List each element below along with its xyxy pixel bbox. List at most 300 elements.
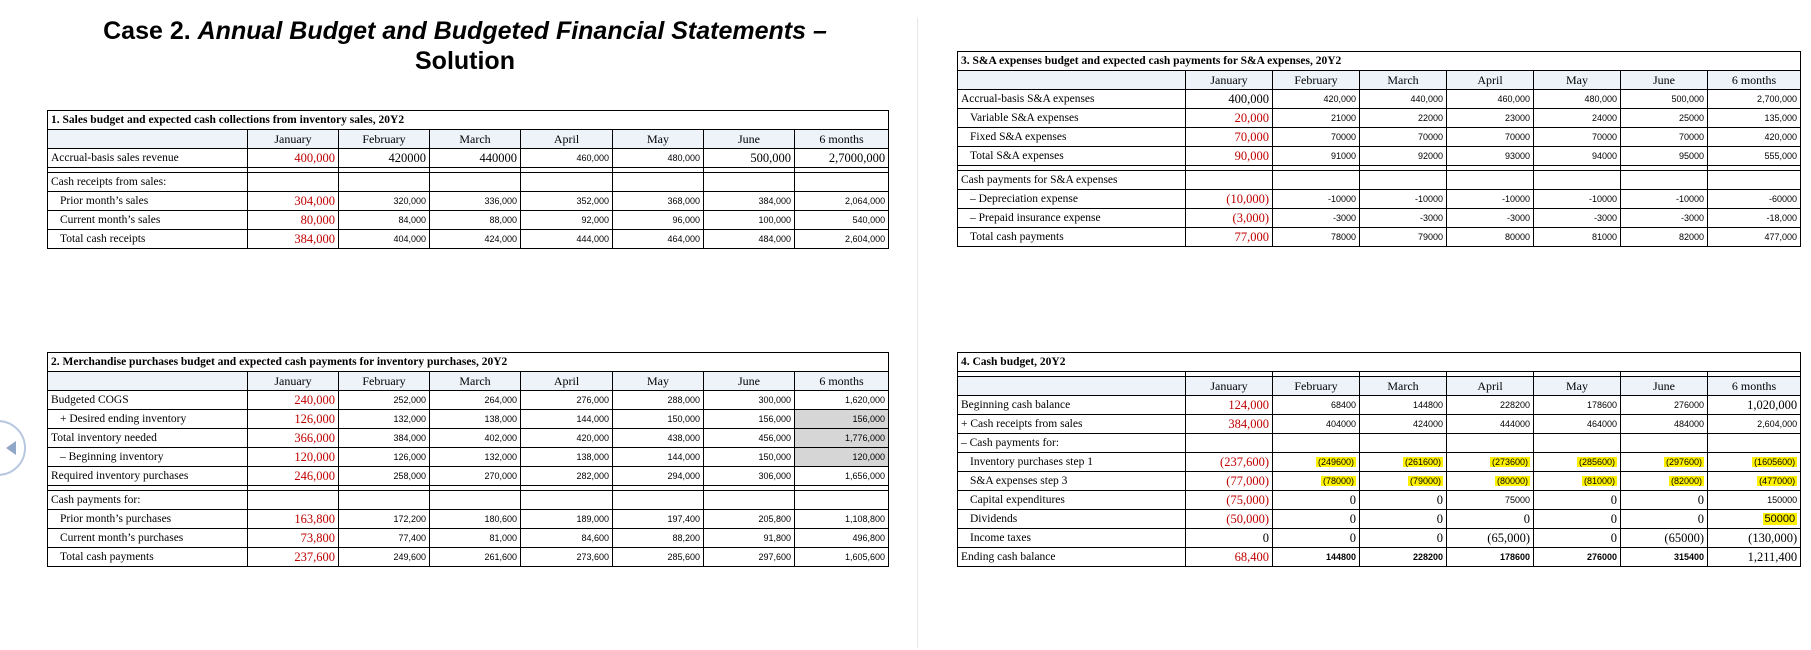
cell: 0: [1621, 491, 1708, 510]
table-row: [48, 510, 889, 529]
table-row: [48, 448, 889, 467]
col-header-april: April: [521, 130, 613, 149]
col-header-february: February: [339, 130, 430, 149]
cell: 135,000: [1708, 109, 1801, 128]
col-header-march: March: [1360, 71, 1447, 90]
cell: [1273, 472, 1360, 491]
row-label: Total inventory needed: [48, 429, 248, 448]
cell: [1621, 453, 1708, 472]
cell: 197,400: [613, 510, 704, 529]
cell: 0: [1273, 491, 1360, 510]
table-row: [48, 149, 889, 168]
vertical-divider: [917, 18, 918, 648]
cell: 178600: [1447, 548, 1534, 567]
col-header-march: March: [430, 130, 521, 149]
cell: (130,000): [1708, 529, 1801, 548]
cell: 156,000: [795, 410, 889, 429]
cell: 384,000: [339, 429, 430, 448]
col-header-6-months: 6 months: [795, 130, 889, 149]
col-header-april: April: [1447, 377, 1534, 396]
cell: 21000: [1273, 109, 1360, 128]
cell: 420,000: [1708, 128, 1801, 147]
cell-jan: (3,000): [1186, 209, 1273, 228]
cell: 500,000: [704, 149, 795, 168]
cell-jan: 400,000: [1186, 90, 1273, 109]
cell: 480,000: [1534, 90, 1621, 109]
cell: [1447, 453, 1534, 472]
col-header-6-months: 6 months: [1708, 71, 1801, 90]
highlighted-value: (297600): [1665, 457, 1702, 467]
col-header-may: May: [1534, 377, 1621, 396]
cell: 70000: [1447, 128, 1534, 147]
cell-jan: 73,800: [248, 529, 339, 548]
cell-jan: 366,000: [248, 429, 339, 448]
row-label: – Prepaid insurance expense: [958, 209, 1186, 228]
highlighted-value: (261600): [1404, 457, 1441, 467]
cell: [1621, 171, 1708, 190]
cell: 420000: [339, 149, 430, 168]
cell: 75000: [1447, 491, 1534, 510]
cell: 1,108,800: [795, 510, 889, 529]
cell: 84,000: [339, 211, 430, 230]
table-title: 3. S&A expenses budget and expected cash payments for S&A expenses, 20Y2: [958, 52, 1801, 71]
cell: 25000: [1621, 109, 1708, 128]
cell: 88,000: [430, 211, 521, 230]
previous-slide-button[interactable]: [0, 420, 26, 476]
title-line2: Solution: [415, 47, 515, 75]
cell: [1360, 171, 1447, 190]
cell: 92000: [1360, 147, 1447, 166]
highlighted-value: (249600): [1317, 457, 1354, 467]
cell: -10000: [1273, 190, 1360, 209]
header-blank: [48, 130, 248, 149]
table-row: [958, 434, 1801, 453]
cell: 306,000: [704, 467, 795, 486]
row-label: Current month’s purchases: [48, 529, 248, 548]
col-header-march: March: [1360, 377, 1447, 396]
cell-jan: 0: [1186, 529, 1273, 548]
cell: (65000): [1621, 529, 1708, 548]
row-label: Ending cash balance: [958, 548, 1186, 567]
cell: 320,000: [339, 192, 430, 211]
cell-jan: [248, 173, 339, 192]
table-row: [958, 147, 1801, 166]
cell: -10000: [1534, 190, 1621, 209]
cell-jan: 304,000: [248, 192, 339, 211]
cell: 132,000: [339, 410, 430, 429]
cell: 81000: [1534, 228, 1621, 247]
cell: 0: [1534, 491, 1621, 510]
cell: 1,620,000: [795, 391, 889, 410]
table-row: [48, 548, 889, 567]
cell: 464,000: [613, 230, 704, 249]
cell-jan: 126,000: [248, 410, 339, 429]
col-header-6-months: 6 months: [1708, 377, 1801, 396]
cell: [704, 491, 795, 510]
cell: 404,000: [339, 230, 430, 249]
cell: [1708, 434, 1801, 453]
table-row: [48, 491, 889, 510]
cell: 438,000: [613, 429, 704, 448]
cell: [795, 173, 889, 192]
col-header-january: January: [248, 372, 339, 391]
cell-jan: (50,000): [1186, 510, 1273, 529]
row-label: Fixed S&A expenses: [958, 128, 1186, 147]
table-row: [958, 171, 1801, 190]
cell: 150,000: [704, 448, 795, 467]
cell: [1360, 472, 1447, 491]
page-title: [60, 16, 870, 76]
cash-budget-table: [957, 352, 1801, 567]
cell: [430, 173, 521, 192]
row-label: Total cash payments: [48, 548, 248, 567]
row-label: Accrual-basis sales revenue: [48, 149, 248, 168]
cell: 270,000: [430, 467, 521, 486]
cell: [1708, 472, 1801, 491]
cell: [1534, 434, 1621, 453]
cell: 352,000: [521, 192, 613, 211]
cell: 0: [1621, 510, 1708, 529]
col-header-february: February: [1273, 377, 1360, 396]
cell: 2,700,000: [1708, 90, 1801, 109]
cell-jan: (75,000): [1186, 491, 1273, 510]
cell: 282,000: [521, 467, 613, 486]
col-header-march: March: [430, 372, 521, 391]
cell: 95000: [1621, 147, 1708, 166]
cell: [1708, 510, 1801, 529]
cell: 120,000: [795, 448, 889, 467]
cell: 0: [1447, 510, 1534, 529]
table-row: [48, 173, 889, 192]
cell: 178600: [1534, 396, 1621, 415]
cell: 420,000: [1273, 90, 1360, 109]
cell: 500,000: [1621, 90, 1708, 109]
table-row: [958, 228, 1801, 247]
cell: [1708, 453, 1801, 472]
cell: 22000: [1360, 109, 1447, 128]
cell: -10000: [1621, 190, 1708, 209]
cell: 1,605,600: [795, 548, 889, 567]
cell: 23000: [1447, 109, 1534, 128]
cell: 460,000: [521, 149, 613, 168]
cell-jan: 90,000: [1186, 147, 1273, 166]
table-row: [958, 415, 1801, 434]
cell: 294,000: [613, 467, 704, 486]
highlighted-value: (82000): [1670, 476, 1702, 486]
cell: 81,000: [430, 529, 521, 548]
cell: 100,000: [704, 211, 795, 230]
cell: 88,200: [613, 529, 704, 548]
cell: 440000: [430, 149, 521, 168]
row-label: Income taxes: [958, 529, 1186, 548]
col-header-april: April: [521, 372, 613, 391]
cell: -3000: [1273, 209, 1360, 228]
chevron-left-icon: [6, 441, 16, 455]
cell: -3000: [1621, 209, 1708, 228]
highlighted-value: 50000: [1764, 513, 1796, 525]
table-row: [958, 548, 1801, 567]
col-header-january: January: [248, 130, 339, 149]
table-title: 4. Cash budget, 20Y2: [958, 353, 1801, 372]
cell-jan: [248, 491, 339, 510]
row-label: + Cash receipts from sales: [958, 415, 1186, 434]
cell-jan: 80,000: [248, 211, 339, 230]
cell: 424,000: [430, 230, 521, 249]
cell: [1447, 434, 1534, 453]
row-label: Beginning cash balance: [958, 396, 1186, 415]
cell: 24000: [1534, 109, 1621, 128]
cell: 150,000: [613, 410, 704, 429]
cell: 70000: [1273, 128, 1360, 147]
cell: 79000: [1360, 228, 1447, 247]
cell: 1,211,400: [1708, 548, 1801, 567]
cell: 77,400: [339, 529, 430, 548]
cell: [795, 491, 889, 510]
cell: 261,600: [430, 548, 521, 567]
cell: 144,000: [613, 448, 704, 467]
cell: 0: [1360, 510, 1447, 529]
cell: [339, 173, 430, 192]
row-label: – Beginning inventory: [48, 448, 248, 467]
cell: 138,000: [430, 410, 521, 429]
row-label: Dividends: [958, 510, 1186, 529]
table-row: [48, 192, 889, 211]
cell: -60000: [1708, 190, 1801, 209]
cell: 285,600: [613, 548, 704, 567]
cell: 138,000: [521, 448, 613, 467]
cell: 368,000: [613, 192, 704, 211]
col-header-april: April: [1447, 71, 1534, 90]
cell: [1273, 434, 1360, 453]
cell: 276000: [1534, 548, 1621, 567]
cell: -3000: [1447, 209, 1534, 228]
cell-jan: [1186, 171, 1273, 190]
cell: 228200: [1447, 396, 1534, 415]
cell-jan: 68,400: [1186, 548, 1273, 567]
cell: 2,604,000: [1708, 415, 1801, 434]
row-label: Current month’s sales: [48, 211, 248, 230]
cell: 300,000: [704, 391, 795, 410]
cell: 444000: [1447, 415, 1534, 434]
cell: [1360, 453, 1447, 472]
row-label: Total S&A expenses: [958, 147, 1186, 166]
cell: 440,000: [1360, 90, 1447, 109]
cell-jan: (77,000): [1186, 472, 1273, 491]
highlighted-value: (79000): [1409, 476, 1441, 486]
cell: 420,000: [521, 429, 613, 448]
cell: 480,000: [613, 149, 704, 168]
cell: 70000: [1360, 128, 1447, 147]
cell: 0: [1360, 529, 1447, 548]
cell: 555,000: [1708, 147, 1801, 166]
cell: [613, 173, 704, 192]
cell: -18,000: [1708, 209, 1801, 228]
sales-budget-table: [47, 110, 889, 249]
cell: 276000: [1621, 396, 1708, 415]
cell: 80000: [1447, 228, 1534, 247]
cell: 336,000: [430, 192, 521, 211]
cell: 172,200: [339, 510, 430, 529]
row-label: + Desired ending inventory: [48, 410, 248, 429]
cell: 288,000: [613, 391, 704, 410]
col-header-6-months: 6 months: [795, 372, 889, 391]
cell: 0: [1273, 510, 1360, 529]
cell: 2,7000,000: [795, 149, 889, 168]
cell: 460,000: [1447, 90, 1534, 109]
table-row: [958, 510, 1801, 529]
row-label: Prior month’s sales: [48, 192, 248, 211]
cell: 0: [1534, 510, 1621, 529]
row-label: Variable S&A expenses: [958, 109, 1186, 128]
cell: 2,604,000: [795, 230, 889, 249]
cell: 132,000: [430, 448, 521, 467]
table-row: [48, 467, 889, 486]
highlighted-value: (80000): [1496, 476, 1528, 486]
table-row: [958, 396, 1801, 415]
cell: -10000: [1360, 190, 1447, 209]
col-header-june: June: [704, 372, 795, 391]
highlighted-value: (285600): [1578, 457, 1615, 467]
cell: 144,000: [521, 410, 613, 429]
cell: 444,000: [521, 230, 613, 249]
col-header-january: January: [1186, 71, 1273, 90]
cell: 70000: [1534, 128, 1621, 147]
table-row: [48, 410, 889, 429]
cell: 384,000: [704, 192, 795, 211]
cell: 540,000: [795, 211, 889, 230]
cell: (65,000): [1447, 529, 1534, 548]
cell: 264,000: [430, 391, 521, 410]
highlighted-value: (1605600): [1754, 457, 1796, 467]
row-label: Cash receipts from sales:: [48, 173, 248, 192]
cell-jan: 240,000: [248, 391, 339, 410]
cell: [1534, 472, 1621, 491]
cell-jan: 70,000: [1186, 128, 1273, 147]
cell: [1621, 472, 1708, 491]
row-label: – Cash payments for:: [958, 434, 1186, 453]
cell: 258,000: [339, 467, 430, 486]
cell: [1273, 453, 1360, 472]
cell: [1621, 434, 1708, 453]
table-row: [958, 90, 1801, 109]
cell: [1708, 171, 1801, 190]
cell: 82000: [1621, 228, 1708, 247]
cell: [1534, 171, 1621, 190]
col-header-june: June: [1621, 377, 1708, 396]
cell: 180,600: [430, 510, 521, 529]
row-label: Total cash payments: [958, 228, 1186, 247]
col-header-may: May: [1534, 71, 1621, 90]
table-row: [48, 429, 889, 448]
col-header-february: February: [339, 372, 430, 391]
cell: 404000: [1273, 415, 1360, 434]
row-label: Inventory purchases step 1: [958, 453, 1186, 472]
cell: 456,000: [704, 429, 795, 448]
cell: 464000: [1534, 415, 1621, 434]
highlighted-value: (78000): [1322, 476, 1354, 486]
cell: 93000: [1447, 147, 1534, 166]
cell: 70000: [1621, 128, 1708, 147]
table-row: [958, 128, 1801, 147]
cell: 156,000: [704, 410, 795, 429]
purchases-budget-table: [47, 352, 889, 567]
col-header-may: May: [613, 372, 704, 391]
table-row: [958, 190, 1801, 209]
table-title: 2. Merchandise purchases budget and expected cash payments for inventory purchases, 20Y2: [48, 353, 889, 372]
table-row: [48, 391, 889, 410]
cell-jan: 384,000: [1186, 415, 1273, 434]
cell: 189,000: [521, 510, 613, 529]
cell: 249,600: [339, 548, 430, 567]
cell: 1,776,000: [795, 429, 889, 448]
cell: [430, 491, 521, 510]
row-label: Capital expenditures: [958, 491, 1186, 510]
table-row: [958, 472, 1801, 491]
title-prefix: Case 2.: [103, 17, 198, 45]
cell: [1360, 434, 1447, 453]
cell: [521, 173, 613, 192]
header-blank: [958, 71, 1186, 90]
cell-jan: 77,000: [1186, 228, 1273, 247]
cell: -3000: [1360, 209, 1447, 228]
cell: 424000: [1360, 415, 1447, 434]
cell-jan: 163,800: [248, 510, 339, 529]
cell-jan: 384,000: [248, 230, 339, 249]
cell-jan: 20,000: [1186, 109, 1273, 128]
row-label: S&A expenses step 3: [958, 472, 1186, 491]
cell: 78000: [1273, 228, 1360, 247]
cell: [1273, 171, 1360, 190]
row-label: Budgeted COGS: [48, 391, 248, 410]
table-row: [958, 529, 1801, 548]
row-label: Prior month’s purchases: [48, 510, 248, 529]
cell: 68400: [1273, 396, 1360, 415]
title-italic: Annual Budget and Budgeted Financial Statements –: [197, 17, 827, 45]
cell: 126,000: [339, 448, 430, 467]
cell: 2,064,000: [795, 192, 889, 211]
cell: 91,800: [704, 529, 795, 548]
sa-expenses-budget-table: [957, 51, 1801, 247]
table-row: [48, 211, 889, 230]
highlighted-value: (273600): [1491, 457, 1528, 467]
cell-jan: 124,000: [1186, 396, 1273, 415]
cell: 0: [1534, 529, 1621, 548]
cell: 0: [1273, 529, 1360, 548]
cell: [1447, 472, 1534, 491]
col-header-june: June: [1621, 71, 1708, 90]
cell: 205,800: [704, 510, 795, 529]
header-blank: [958, 377, 1186, 396]
cell: [613, 491, 704, 510]
cell: 484000: [1621, 415, 1708, 434]
cell: 477,000: [1708, 228, 1801, 247]
col-header-may: May: [613, 130, 704, 149]
cell: 92,000: [521, 211, 613, 230]
cell-jan: 400,000: [248, 149, 339, 168]
cell: 94000: [1534, 147, 1621, 166]
cell: -3000: [1534, 209, 1621, 228]
cell: -10000: [1447, 190, 1534, 209]
cell: 96,000: [613, 211, 704, 230]
col-header-june: June: [704, 130, 795, 149]
cell: 402,000: [430, 429, 521, 448]
row-label: – Depreciation expense: [958, 190, 1186, 209]
table-row: [48, 230, 889, 249]
cell: 273,600: [521, 548, 613, 567]
cell: 276,000: [521, 391, 613, 410]
cell: [339, 491, 430, 510]
header-blank: [48, 372, 248, 391]
